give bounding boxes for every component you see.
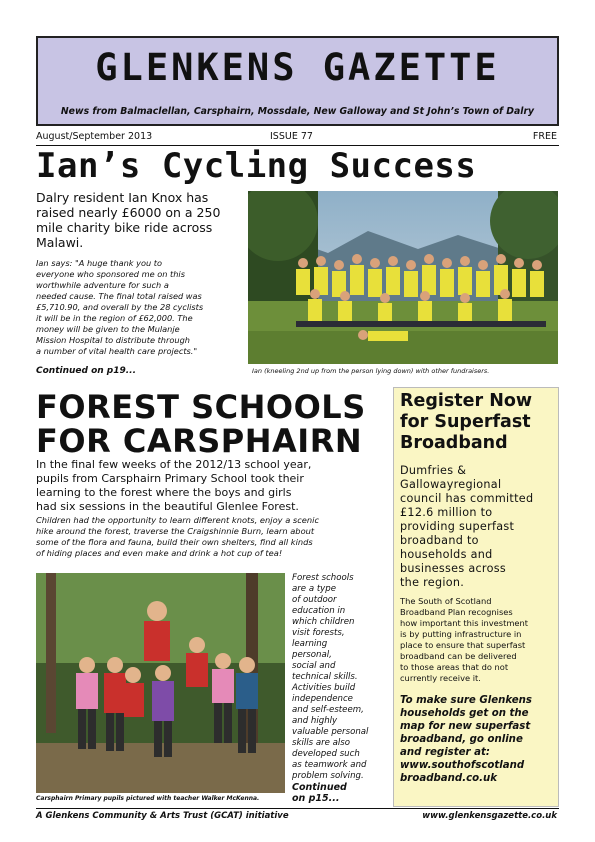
masthead-title: GLENKENS GAZETTE [95, 46, 500, 89]
forest-photo-caption: Carsphairn Primary pupils pictured with teacher Walker McKenna. [36, 795, 260, 802]
forest-intro [36, 458, 384, 514]
forest-side-line: as teamwork and [292, 760, 367, 770]
forest-photo-illustration [36, 573, 285, 793]
forest-body-line: of hiding places and even make and drink a hot cup of tea! [36, 548, 283, 558]
forest-body [36, 515, 384, 559]
forest-intro-line: had six sessions in the beautiful Glenlee Forest. [36, 500, 299, 513]
forest-side-line: independence [292, 694, 353, 704]
broadband-body-line: Broadband Plan recognises [400, 607, 513, 617]
broadband-lead-line: households and [400, 548, 493, 561]
broadband-body-line: how important this investment [400, 618, 529, 628]
cycling-body-line: needed cause. The final total raised was [36, 291, 202, 301]
forest-side-line: of outdoor [292, 595, 337, 605]
issue-number: ISSUE 77 [270, 131, 313, 142]
masthead-subtitle: News from Balmaclellan, Carsphairn, Mossdale, New Galloway and St John’s Town of Dalry [60, 106, 535, 117]
forest-side-line: technical skills. [292, 672, 358, 682]
broadband-title-line: Register Now [400, 391, 533, 411]
cycling-body-line: worthwhile adventure for such a [36, 280, 169, 290]
cycling-body-line: £5,710.90, and overall by the 28 cyclists [36, 302, 204, 312]
cycling-intro [36, 190, 248, 250]
forest-continued-link [292, 782, 384, 804]
forest-side-line: and self-esteem, [292, 705, 364, 715]
forest-side-line: Activities build [292, 683, 356, 693]
forest-side-line: problem solving. [292, 771, 364, 781]
forest-continued-line: on p15... [292, 793, 340, 804]
footer-website-link[interactable]: www.glenkensgazette.co.uk [422, 811, 557, 821]
cycling-intro-line: raised nearly £6000 on a 250 [36, 205, 221, 220]
broadband-body-line: currently receive it. [400, 673, 481, 683]
forest-body-line: hike around the forest, traverse the Craigshinnie Burn, learn about [36, 526, 315, 536]
issue-price: FREE [532, 131, 557, 142]
forest-school-photo [36, 573, 285, 793]
cycling-body-line: it will be in the region of £62,000. The [36, 313, 193, 323]
cycling-intro-line: Dalry resident Ian Knox has [36, 190, 209, 205]
broadband-body-line: broadband can be delivered [400, 651, 517, 661]
forest-side-line: education in [292, 606, 346, 616]
broadband-lead-line: Gallowayregional [400, 478, 502, 491]
forest-headline-line: FOR CARSPHAIRN [36, 422, 363, 460]
cycling-group-photo [248, 191, 558, 364]
forest-headline [36, 390, 396, 458]
broadband-lead-line: council has committed [400, 492, 534, 505]
forest-body-line: Children had the opportunity to learn different knots, enjoy a scenic [36, 515, 320, 525]
broadband-lead-line: businesses across [400, 562, 506, 575]
broadband-url-line[interactable]: broadband.co.uk [400, 773, 498, 784]
broadband-title-line: Broadband [400, 433, 508, 453]
cycling-continued-link: Continued on p19... [36, 366, 137, 376]
broadband-cta-line: map for new superfast [400, 721, 531, 732]
broadband-lead-line: £12.6 million to [400, 506, 493, 519]
broadband-body-line: to those areas that do not [400, 662, 509, 672]
forest-body-line: some of the flora and fauna, build their own shelters, find all kinds [36, 537, 313, 547]
bottom-rule [36, 808, 559, 809]
forest-side-line: and highly [292, 716, 338, 726]
cycling-photo-caption: Ian (kneeling 2nd up from the person lying down) with other fundraisers. [252, 367, 490, 375]
forest-side-line: learning [292, 639, 328, 649]
forest-side-line: visit forests, [292, 628, 345, 638]
forest-side-line: Forest schools [292, 573, 354, 583]
forest-continued-line: Continued [292, 782, 347, 793]
broadband-lead-line: broadband to [400, 534, 479, 547]
cycling-body-line: everyone who sponsored me on this [36, 269, 185, 279]
cycling-body-line: a number of vital health care projects." [36, 346, 198, 356]
forest-side-line: which children [292, 617, 355, 627]
broadband-body-line: place to ensure that superfast [400, 640, 526, 650]
broadband-cta-line: broadband, go online [400, 734, 523, 745]
cycling-body-line: money will be given to the Mulanje [36, 324, 180, 334]
forest-intro-line: pupils from Carsphairn Primary School took their [36, 472, 304, 485]
broadband-cta-line: and register at: [400, 747, 490, 758]
cycling-body-line: Ian says: "A huge thank you to [36, 258, 162, 268]
cycling-body [36, 258, 248, 357]
cycling-photo-illustration [248, 191, 558, 364]
forest-side-column [292, 573, 384, 782]
cycling-body-line: Mission Hospital to distribute through [36, 335, 190, 345]
broadband-call-to-action [400, 694, 555, 785]
broadband-body-line: is by putting infrastructure in [400, 629, 522, 639]
forest-side-line: social and [292, 661, 336, 671]
broadband-cta-line: To make sure Glenkens [400, 695, 532, 706]
broadband-body [400, 596, 555, 684]
cycling-intro-line: Malawi. [36, 235, 84, 250]
forest-side-line: personal, [292, 650, 332, 660]
forest-side-line: are a type [292, 584, 337, 594]
broadband-body-line: The South of Scotland [400, 596, 492, 606]
forest-side-line: developed such [292, 749, 360, 759]
broadband-title [400, 391, 555, 454]
cycling-intro-line: mile charity bike ride across [36, 220, 213, 235]
masthead [36, 36, 559, 126]
issue-date: August/September 2013 [36, 131, 153, 142]
forest-intro-line: In the final few weeks of the 2012/13 school year, [36, 458, 312, 471]
broadband-lead-line: providing superfast [400, 520, 515, 533]
broadband-lead [400, 464, 555, 590]
broadband-lead-line: Dumfries & [400, 464, 467, 477]
forest-side-line: valuable personal [292, 727, 369, 737]
forest-side-line: skills are also [292, 738, 351, 748]
cycling-headline: Ian’s Cycling Success [36, 146, 477, 186]
broadband-cta-line: households get on the [400, 708, 529, 719]
broadband-title-line: for Superfast [400, 412, 531, 432]
broadband-url-line[interactable]: www.southofscotland [400, 760, 525, 771]
footer-credit: A Glenkens Community & Arts Trust (GCAT) initiative [36, 811, 289, 821]
forest-headline-line: FOREST SCHOOLS [36, 388, 366, 426]
broadband-lead-line: the region. [400, 576, 465, 589]
forest-intro-line: learning to the forest where the boys and girls [36, 486, 292, 499]
